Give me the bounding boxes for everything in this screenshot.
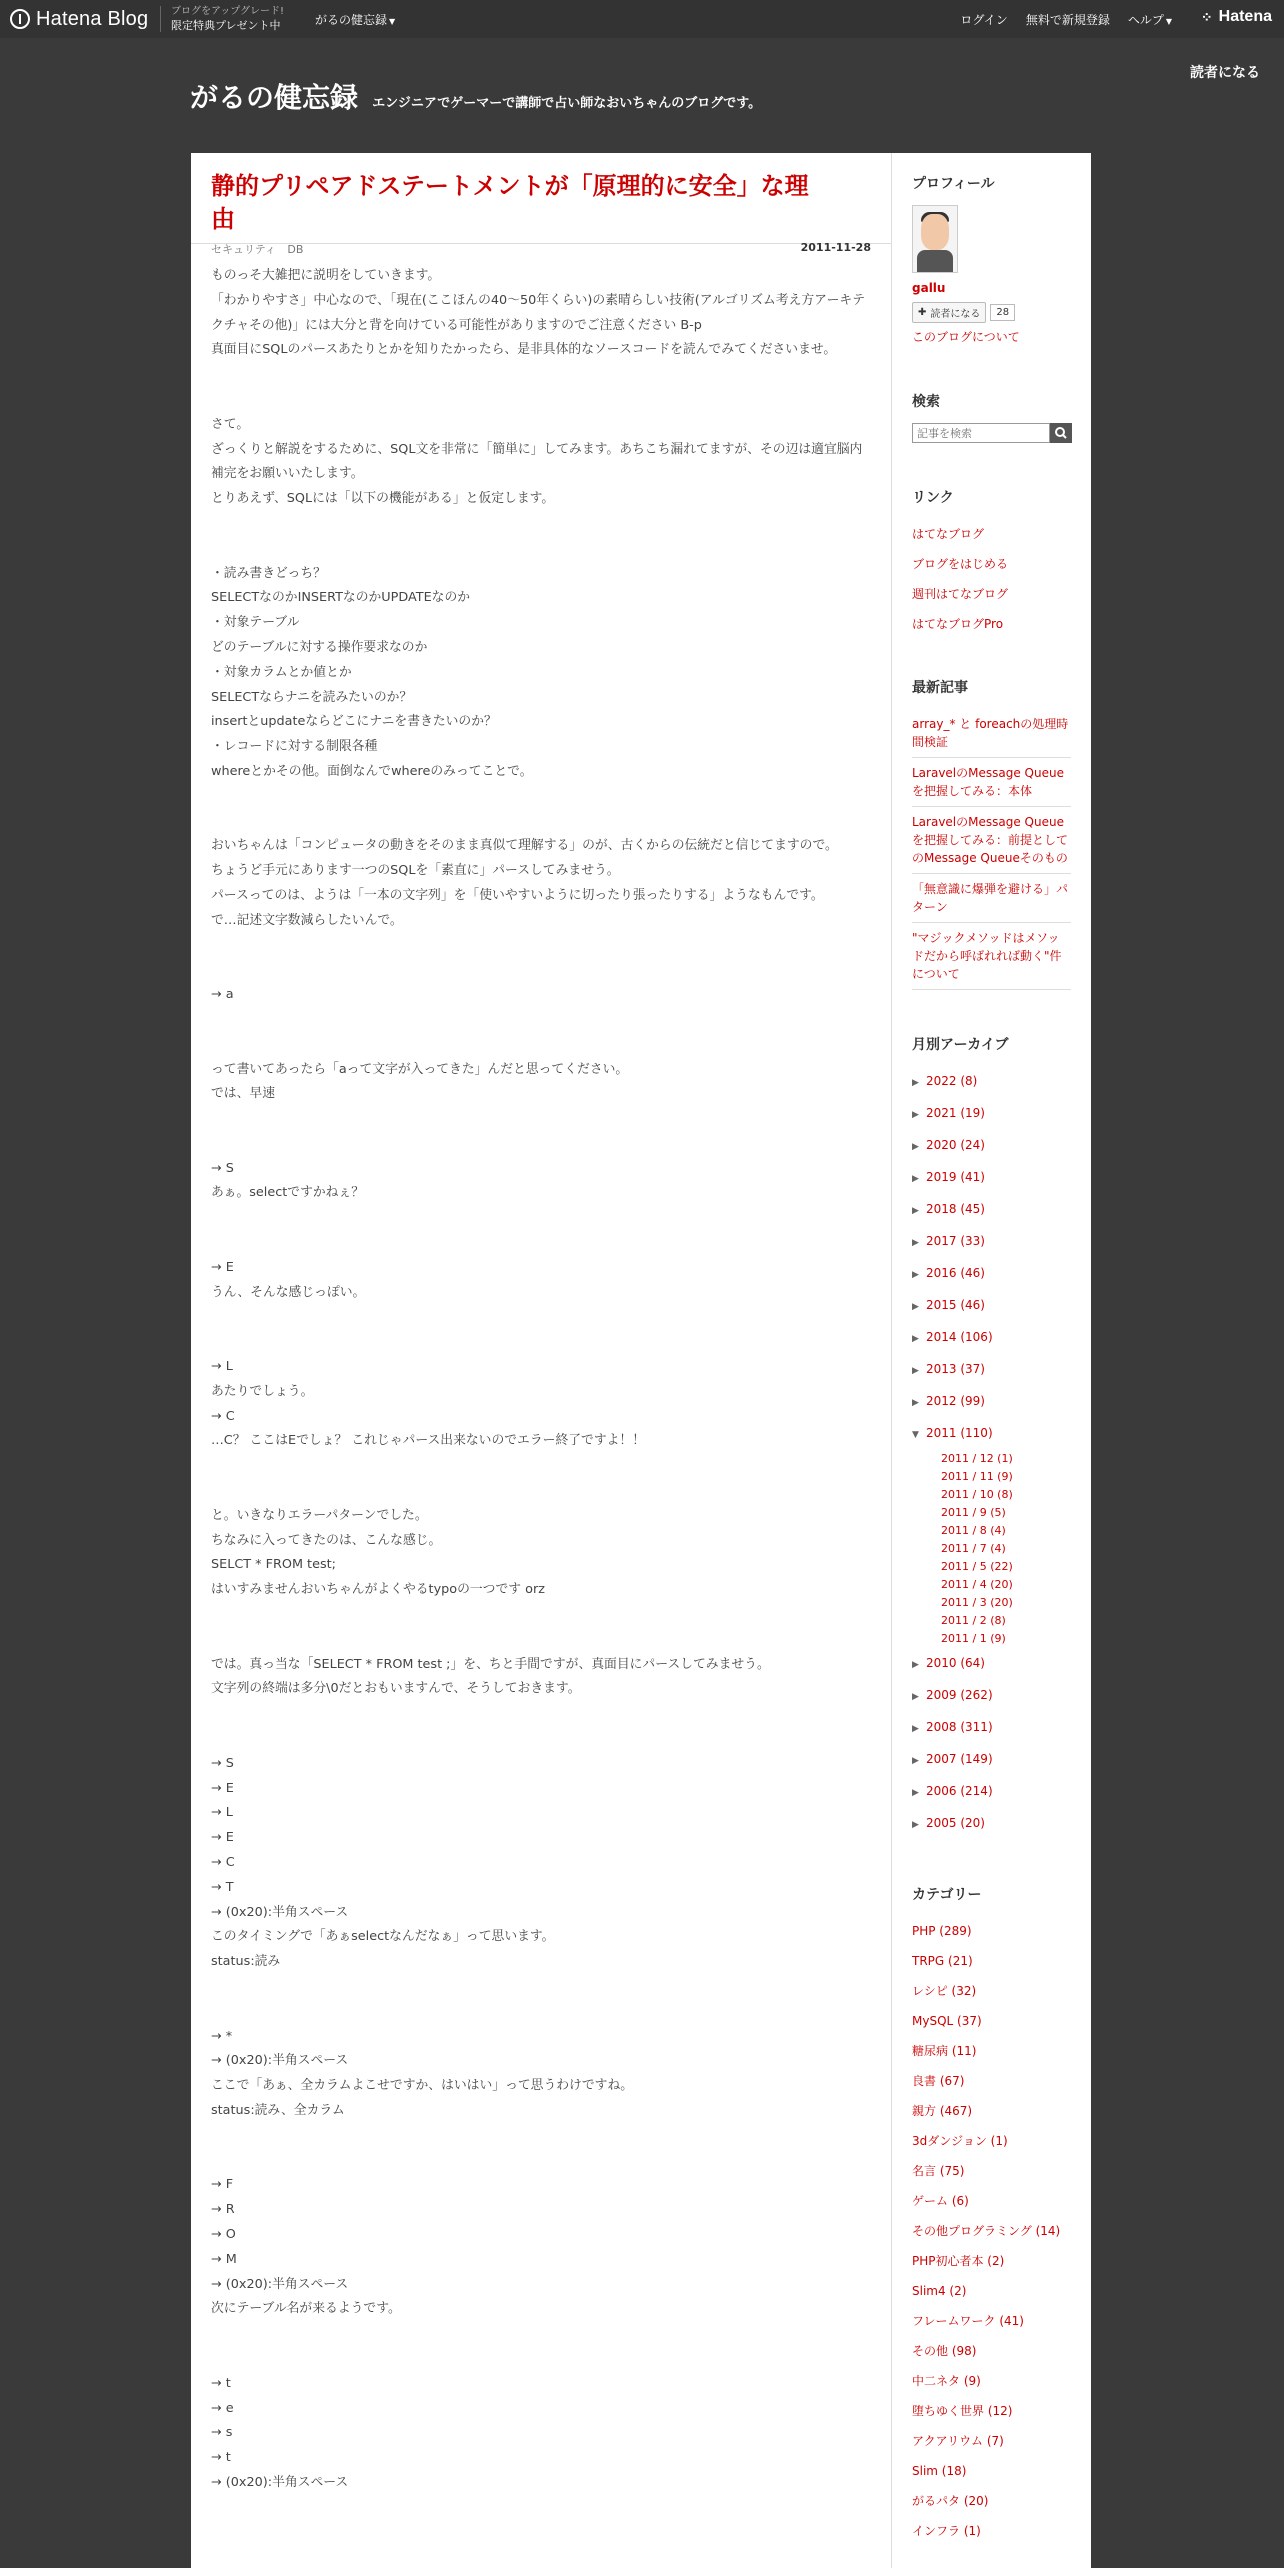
search-button[interactable] bbox=[1050, 423, 1072, 443]
about-blog-link[interactable]: このブログについて bbox=[912, 330, 1020, 344]
category-link[interactable]: 中二ネタ (9) bbox=[912, 2374, 981, 2388]
archive-year-link[interactable]: 2022 (8) bbox=[926, 1074, 978, 1088]
archive-month-link[interactable]: 2011 / 5 (22) bbox=[941, 1560, 1013, 1573]
help-label: ヘルプ bbox=[1127, 13, 1164, 27]
entry-paragraph bbox=[211, 1231, 871, 1256]
entry-paragraph: うん、そんな感じっぽい。 bbox=[211, 1284, 366, 1300]
entry-paragraph: ものっそ大雑把に説明をしていきます。 bbox=[211, 268, 441, 283]
archive-year bbox=[912, 1066, 1071, 1098]
entry-paragraph bbox=[211, 2347, 871, 2372]
hatena-brand-text: Hatena bbox=[1218, 8, 1272, 25]
entry-paragraph bbox=[211, 1454, 871, 1479]
profile-name[interactable]: gallu bbox=[912, 281, 946, 295]
entry-paragraph bbox=[211, 1132, 871, 1157]
archive-year-link[interactable]: 2012 (99) bbox=[926, 1394, 985, 1408]
entry-paragraph: さて。 bbox=[211, 416, 250, 432]
entry-paragraph: で…記述文字数減らしたいんで。 bbox=[211, 912, 403, 928]
category-link[interactable]: その他プログラミング (14) bbox=[912, 2224, 1061, 2238]
archive-year-link[interactable]: 2007 (149) bbox=[926, 1752, 993, 1766]
archive-year bbox=[912, 1226, 1071, 1258]
category-link[interactable]: 堕ちゆく世界 (12) bbox=[912, 2404, 1013, 2418]
category-link[interactable]: インフラ (1) bbox=[912, 2524, 981, 2538]
entry-date[interactable]: 2011-11-28 bbox=[800, 241, 871, 254]
archive-year bbox=[912, 1744, 1071, 1776]
archive-year bbox=[912, 1712, 1071, 1744]
triangle-right-icon[interactable]: ▶ bbox=[912, 1110, 919, 1120]
entry-paragraph: → E bbox=[211, 1259, 234, 1275]
sidebar bbox=[892, 153, 1091, 2568]
archive-list bbox=[912, 1066, 1071, 1840]
archive-year-link[interactable]: 2014 (106) bbox=[926, 1330, 993, 1344]
profile-heading: プロフィール bbox=[912, 176, 995, 192]
entry-paragraph: → e bbox=[211, 2400, 234, 2416]
archive-year bbox=[912, 1098, 1071, 1130]
category-link[interactable]: レシピ (32) bbox=[912, 1984, 977, 1998]
entry-paragraph bbox=[211, 1727, 871, 1752]
entry-paragraph: → L bbox=[211, 1359, 233, 1375]
entry-paragraph: SELCT * FROM test; bbox=[211, 1557, 336, 1573]
upgrade-banner[interactable] bbox=[171, 5, 284, 33]
entry-paragraph: 「わかりやすさ」中心なので、「現在(ここほんの40〜50年くらい)の素晴らしい技術(アルゴリズム考え方アーキテクチャその他)」には大分と背を向けている可能性がありますのでご注意ください B-p bbox=[211, 292, 865, 333]
archive-month-link[interactable]: 2011 / 8 (4) bbox=[941, 1524, 1006, 1537]
triangle-right-icon[interactable]: ▶ bbox=[912, 1238, 919, 1248]
archive-year bbox=[912, 1680, 1071, 1712]
entry-paragraph: → t bbox=[211, 2450, 231, 2466]
archive-year-link[interactable]: 2017 (33) bbox=[926, 1234, 985, 1248]
entry-paragraph: とりあえず、SQLには「以下の機能がある」と仮定します。 bbox=[211, 491, 555, 507]
entry-paragraph bbox=[211, 2322, 871, 2347]
entry-paragraph bbox=[211, 1305, 871, 1330]
archive-year-link[interactable]: 2009 (262) bbox=[926, 1688, 993, 1702]
sidebar-link[interactable]: 週刊はてなブログ bbox=[912, 587, 1009, 601]
archive-month-link[interactable]: 2011 / 4 (20) bbox=[941, 1578, 1013, 1591]
category-link[interactable]: アクアリウム (7) bbox=[912, 2434, 1004, 2448]
recent-entries-list bbox=[912, 709, 1071, 990]
entry-paragraph: どのテーブルに対する操作要求なのか bbox=[211, 639, 428, 655]
triangle-right-icon[interactable]: ▶ bbox=[912, 1660, 919, 1670]
caret-down-icon: ▼ bbox=[1165, 17, 1172, 26]
entry-paragraph: って書いてあったら「aって文字が入ってきた」んだと思ってください。 bbox=[211, 1061, 629, 1077]
archive-year bbox=[912, 1194, 1071, 1226]
entry-paragraph: SELECTならナニを読みたいのか？ bbox=[211, 689, 413, 705]
entry-paragraph bbox=[211, 1330, 871, 1355]
archive-year-link[interactable]: 2011 (110) bbox=[926, 1426, 993, 1440]
recent-heading: 最新記事 bbox=[912, 680, 968, 696]
entry-paragraph bbox=[211, 537, 871, 562]
entry-paragraph bbox=[211, 1628, 871, 1653]
archive-year bbox=[912, 1130, 1071, 1162]
archive-year bbox=[912, 1354, 1071, 1386]
entry-paragraph: ・レコードに対する制限各種 bbox=[211, 739, 378, 755]
hatena-dots-icon: ⁘ bbox=[1200, 8, 1213, 25]
entry-paragraph bbox=[211, 1975, 871, 2000]
triangle-right-icon[interactable]: ▶ bbox=[912, 1142, 919, 1152]
entry-paragraph: 真面目にSQLのパースあたりとかを知りたかったら、是非具体的なソースコードを読んでみてくださいませ。 bbox=[211, 342, 837, 358]
entry-paragraph: status:読み bbox=[211, 1954, 281, 1970]
search-input[interactable] bbox=[912, 423, 1050, 443]
categories-list bbox=[912, 1916, 1071, 2546]
category-link[interactable]: 糖尿病 (11) bbox=[912, 2044, 977, 2058]
entry-paragraph: 文字列の終端は多分\0だとおもいますんで、そうしておきます。 bbox=[211, 1681, 581, 1697]
entry-paragraph: パースってのは、ようは「一本の文字列」を「使いやすいように切ったり張ったりする」ようなもんです。 bbox=[211, 887, 824, 903]
entry-paragraph: insertとupdateならどこにナニを書きたいのか？ bbox=[211, 714, 497, 730]
archive-year-link[interactable]: 2015 (46) bbox=[926, 1298, 985, 1312]
entry-paragraph bbox=[211, 388, 871, 413]
categories-heading: カテゴリー bbox=[912, 1887, 982, 1903]
category-link[interactable]: Slim4 (2) bbox=[912, 2284, 967, 2298]
archive-year-link[interactable]: 2021 (19) bbox=[926, 1106, 985, 1120]
links-heading: リンク bbox=[912, 490, 954, 506]
entry-body bbox=[191, 244, 891, 2496]
entry-paragraph: → S bbox=[211, 1160, 234, 1176]
search-form bbox=[912, 423, 1072, 443]
archive-month-link[interactable]: 2011 / 11 (9) bbox=[941, 1470, 1013, 1483]
entry-paragraph bbox=[211, 1603, 871, 1628]
entry-paragraph: → S bbox=[211, 1755, 234, 1771]
hatena-blog-logo[interactable] bbox=[10, 6, 148, 32]
subscribe-button[interactable] bbox=[912, 302, 986, 323]
entry-paragraph bbox=[211, 1479, 871, 1504]
recent-entry-link[interactable]: LaravelのMessage Queueを把握してみる：前提としてのMessage Queueそのもの bbox=[912, 807, 1071, 874]
category-link[interactable]: 良書 (67) bbox=[912, 2074, 965, 2088]
sidebar-link[interactable]: はてなブログ bbox=[912, 527, 985, 541]
entry-category[interactable]: セキュリティ bbox=[211, 243, 276, 256]
triangle-right-icon[interactable]: ▶ bbox=[912, 1302, 919, 1312]
archive-month-link[interactable]: 2011 / 10 (8) bbox=[941, 1488, 1013, 1501]
archive-year bbox=[912, 1290, 1071, 1322]
main-column bbox=[191, 153, 892, 2568]
blog-title[interactable]: がるの健忘録 bbox=[190, 81, 359, 114]
search-module bbox=[912, 391, 1071, 443]
archive-month-link[interactable]: 2011 / 7 (4) bbox=[941, 1542, 1006, 1555]
recent-entry-link[interactable]: "マジックメソッドはメソッドだから呼ばれれば動く"件について bbox=[912, 923, 1071, 990]
archive-year bbox=[912, 1648, 1071, 1680]
avatar[interactable] bbox=[912, 205, 958, 273]
logo-text: Hatena Blog bbox=[36, 7, 149, 30]
subscribe-button-top[interactable]: 読者になる bbox=[1190, 65, 1260, 81]
entry-paragraph bbox=[211, 2124, 871, 2149]
entry-paragraph: → O bbox=[211, 2226, 236, 2242]
entry-paragraph: …C？ ここはEでしょ？ これじゃパース出来ないのでエラー終了ですよ！！ bbox=[211, 1433, 646, 1449]
blog-description: エンジニアでゲーマーで講師で占い師なおいちゃんのブログです。 bbox=[372, 96, 762, 111]
blog-menu-dropdown[interactable] bbox=[315, 11, 395, 28]
triangle-right-icon[interactable]: ▶ bbox=[912, 1692, 919, 1702]
categories-module bbox=[912, 1884, 1071, 2546]
archive-heading: 月別アーカイブ bbox=[912, 1037, 1009, 1053]
entry-paragraph: ざっくりと解説をするために、SQL文を非常に「簡単に」してみます。あちこち漏れてますが、その辺は適宜脳内補完をお願いいたします。 bbox=[211, 441, 863, 482]
header-right-nav bbox=[960, 11, 1172, 28]
entry-paragraph: このタイミングで「あぁselectなんだなぁ」って思います。 bbox=[211, 1929, 555, 1945]
entry-paragraph: ちょうど手元にあります一つのSQLを「素直に」パースしてみませう。 bbox=[211, 863, 620, 879]
reader-count: 28 bbox=[990, 304, 1015, 321]
archive-month-link[interactable]: 2011 / 12 (1) bbox=[941, 1452, 1013, 1465]
archive-year bbox=[912, 1418, 1071, 1450]
blog-header bbox=[190, 76, 761, 116]
entry-header bbox=[191, 153, 891, 256]
entry-paragraph: あぁ。selectですかねぇ？ bbox=[211, 1185, 365, 1201]
entry-paragraph: → E bbox=[211, 1830, 234, 1846]
entry-paragraph: → (0x20):半角スペース bbox=[211, 2053, 349, 2069]
entry-paragraph: ・対象テーブル bbox=[211, 615, 300, 631]
category-link[interactable]: ゲーム (6) bbox=[912, 2194, 969, 2208]
links-module bbox=[912, 487, 1071, 639]
hatena-brand-link[interactable] bbox=[1201, 8, 1272, 26]
category-link[interactable]: その他 (98) bbox=[912, 2344, 977, 2358]
entry-paragraph: SELECTなのかINSERTなのかUPDATEなのか bbox=[211, 590, 471, 606]
triangle-down-icon[interactable]: ▼ bbox=[912, 1430, 919, 1440]
entry-paragraph: あたりでしょう。 bbox=[211, 1383, 314, 1399]
help-dropdown[interactable] bbox=[1128, 11, 1172, 28]
entry-paragraph bbox=[211, 785, 871, 810]
archive-year-link[interactable]: 2020 (24) bbox=[926, 1138, 985, 1152]
entry-paragraph: では、早速 bbox=[211, 1086, 275, 1102]
login-link[interactable]: ログイン bbox=[960, 13, 1008, 27]
content-wrapper bbox=[191, 153, 1091, 2568]
header-divider bbox=[160, 6, 161, 32]
entry-paragraph: ・対象カラムとか値とか bbox=[211, 664, 352, 680]
category-link[interactable]: 3dダンジョン (1) bbox=[912, 2134, 1008, 2148]
entry-paragraph: → a bbox=[211, 987, 234, 1003]
archive-year-link[interactable]: 2010 (64) bbox=[926, 1656, 985, 1670]
archive-year bbox=[912, 1808, 1071, 1840]
triangle-right-icon[interactable]: ▶ bbox=[912, 1788, 919, 1798]
archive-month-link[interactable]: 2011 / 3 (20) bbox=[941, 1596, 1013, 1609]
archive-year-link[interactable]: 2006 (214) bbox=[926, 1784, 993, 1798]
archive-month-link[interactable]: 2011 / 9 (5) bbox=[941, 1506, 1006, 1519]
entry-paragraph: → L bbox=[211, 1805, 233, 1821]
entry-paragraph: ・読み書きどっち？ bbox=[211, 565, 326, 581]
entry-paragraph bbox=[211, 1008, 871, 1033]
entry-paragraph: と。いきなりエラーパターンでした。 bbox=[211, 1507, 428, 1523]
category-link[interactable]: がるパタ (20) bbox=[912, 2494, 989, 2508]
subscribe-label: 読者になる bbox=[930, 309, 981, 320]
entry-paragraph bbox=[211, 1033, 871, 1058]
triangle-right-icon[interactable]: ▶ bbox=[912, 1174, 919, 1184]
triangle-right-icon[interactable]: ▶ bbox=[912, 1724, 919, 1734]
entry-paragraph: whereとかその他。面倒なんでwhereのみってことで。 bbox=[211, 763, 533, 779]
category-link[interactable]: フレームワーク (41) bbox=[912, 2314, 1024, 2328]
entry-paragraph bbox=[211, 512, 871, 537]
category-link[interactable]: 名言 (75) bbox=[912, 2164, 965, 2178]
archive-year-link[interactable]: 2008 (311) bbox=[926, 1720, 993, 1734]
entry-paragraph: → (0x20):半角スペース bbox=[211, 1904, 349, 1920]
entry-paragraph: ここで「あぁ、全カラムよこせですか、はいはい」って思うわけですね。 bbox=[211, 2078, 634, 2094]
triangle-right-icon[interactable]: ▶ bbox=[912, 1398, 919, 1408]
entry-paragraph: → E bbox=[211, 1780, 234, 1796]
entry-paragraph: → C bbox=[211, 1855, 235, 1870]
entry-categories bbox=[211, 241, 311, 257]
plus-icon: ✚ bbox=[918, 307, 927, 318]
entry-paragraph: 次にテーブル名が来るようです。 bbox=[211, 2301, 401, 2317]
category-link[interactable]: 親方 (467) bbox=[912, 2104, 973, 2118]
entry-paragraph: status:読み、全カラム bbox=[211, 2102, 345, 2118]
entry-paragraph: おいちゃんは「コンピュータの動きをそのまま真似て理解する」のが、古くからの伝統だと信じてますので。 bbox=[211, 838, 838, 854]
search-heading: 検索 bbox=[912, 394, 940, 410]
triangle-right-icon[interactable]: ▶ bbox=[912, 1820, 919, 1830]
links-list bbox=[912, 519, 1071, 639]
archive-months bbox=[912, 1450, 1071, 1648]
triangle-right-icon[interactable]: ▶ bbox=[912, 1206, 919, 1216]
entry-paragraph: → (0x20):半角スペース bbox=[211, 2276, 349, 2292]
archive-year bbox=[912, 1322, 1071, 1354]
triangle-right-icon[interactable]: ▶ bbox=[912, 1756, 919, 1766]
entry-paragraph: → s bbox=[211, 2425, 233, 2441]
category-link[interactable]: Slim (18) bbox=[912, 2464, 967, 2478]
recent-entry-link[interactable]: LaravelのMessage Queueを把握してみる：本体 bbox=[912, 758, 1071, 807]
entry-paragraph: → (0x20):半角スペース bbox=[211, 2474, 349, 2490]
archive-year bbox=[912, 1776, 1071, 1808]
archive-year-link[interactable]: 2005 (20) bbox=[926, 1816, 985, 1830]
archive-year-link[interactable]: 2016 (46) bbox=[926, 1266, 985, 1280]
recent-entry-link[interactable]: array_* と foreachの処理時間検証 bbox=[912, 709, 1071, 758]
entry-paragraph: → M bbox=[211, 2251, 237, 2267]
archive-module bbox=[912, 1034, 1071, 1840]
category-link[interactable]: MySQL (37) bbox=[912, 2014, 982, 2028]
category-link[interactable]: PHP (289) bbox=[912, 1924, 972, 1938]
recent-entries-module bbox=[912, 677, 1071, 990]
archive-year bbox=[912, 1162, 1071, 1194]
signup-link[interactable]: 無料で新規登録 bbox=[1025, 13, 1110, 27]
category-link[interactable]: PHP初心者本 (2) bbox=[912, 2254, 1005, 2268]
caret-down-icon: ▼ bbox=[389, 17, 396, 26]
category-link[interactable]: TRPG (21) bbox=[912, 1954, 973, 1968]
archive-year-link[interactable]: 2019 (41) bbox=[926, 1170, 985, 1184]
entry-paragraph: → t bbox=[211, 2375, 231, 2391]
entry-paragraph bbox=[211, 958, 871, 983]
hatena-blog-logo-icon bbox=[10, 9, 30, 29]
global-header bbox=[0, 0, 1284, 38]
entry-paragraph: はいすみませんおいちゃんがよくやるtypoの一つです orz bbox=[211, 1582, 545, 1598]
entry-paragraph: → F bbox=[211, 2177, 234, 2193]
entry-paragraph: では。真っ当な「SELECT * FROM test ;」を、ちと手間ですが、真面目にパースしてみませう。 bbox=[211, 1656, 770, 1672]
entry-paragraph bbox=[211, 1107, 871, 1132]
triangle-right-icon[interactable]: ▶ bbox=[912, 1334, 919, 1344]
entry-paragraph bbox=[211, 363, 871, 388]
sidebar-link[interactable]: ブログをはじめる bbox=[912, 557, 1009, 571]
entry-title[interactable]: 静的プリペアドステートメントが「原理的に安全」な理由 bbox=[211, 172, 809, 233]
profile-module bbox=[912, 173, 1071, 347]
search-icon bbox=[1050, 423, 1072, 443]
sidebar-link[interactable]: はてなブログPro bbox=[912, 617, 1004, 631]
entry-paragraph bbox=[211, 1206, 871, 1231]
blog-menu-label: がるの健忘録 bbox=[315, 13, 388, 27]
archive-month-link[interactable]: 2011 / 1 (9) bbox=[941, 1632, 1006, 1645]
archive-year bbox=[912, 1258, 1071, 1290]
triangle-right-icon[interactable]: ▶ bbox=[912, 1078, 919, 1088]
entry-paragraph bbox=[211, 2149, 871, 2174]
entry-paragraph: → T bbox=[211, 1879, 234, 1895]
entry-paragraph: → C bbox=[211, 1408, 235, 1424]
triangle-right-icon[interactable]: ▶ bbox=[912, 1366, 919, 1376]
recent-entry-link[interactable]: 「無意識に爆弾を避ける」パターン bbox=[912, 874, 1071, 923]
archive-year-link[interactable]: 2013 (37) bbox=[926, 1362, 985, 1376]
archive-month-link[interactable]: 2011 / 2 (8) bbox=[941, 1614, 1006, 1627]
entry-paragraph bbox=[211, 2000, 871, 2025]
entry-paragraph: → * bbox=[211, 2028, 233, 2044]
entry-paragraph bbox=[211, 934, 871, 959]
entry-paragraph bbox=[211, 1702, 871, 1727]
upgrade-line2: 限定特典プレゼント中 bbox=[171, 19, 281, 32]
upgrade-line1: ブログをアップグレード! bbox=[171, 6, 285, 17]
archive-year bbox=[912, 1386, 1071, 1418]
entry-paragraph: ちなみに入ってきたのは、こんな感じ。 bbox=[211, 1532, 442, 1548]
triangle-right-icon[interactable]: ▶ bbox=[912, 1270, 919, 1280]
entry-category[interactable]: DB bbox=[287, 243, 304, 256]
entry-paragraph: → R bbox=[211, 2202, 235, 2218]
entry-paragraph bbox=[211, 810, 871, 835]
archive-year-link[interactable]: 2018 (45) bbox=[926, 1202, 985, 1216]
